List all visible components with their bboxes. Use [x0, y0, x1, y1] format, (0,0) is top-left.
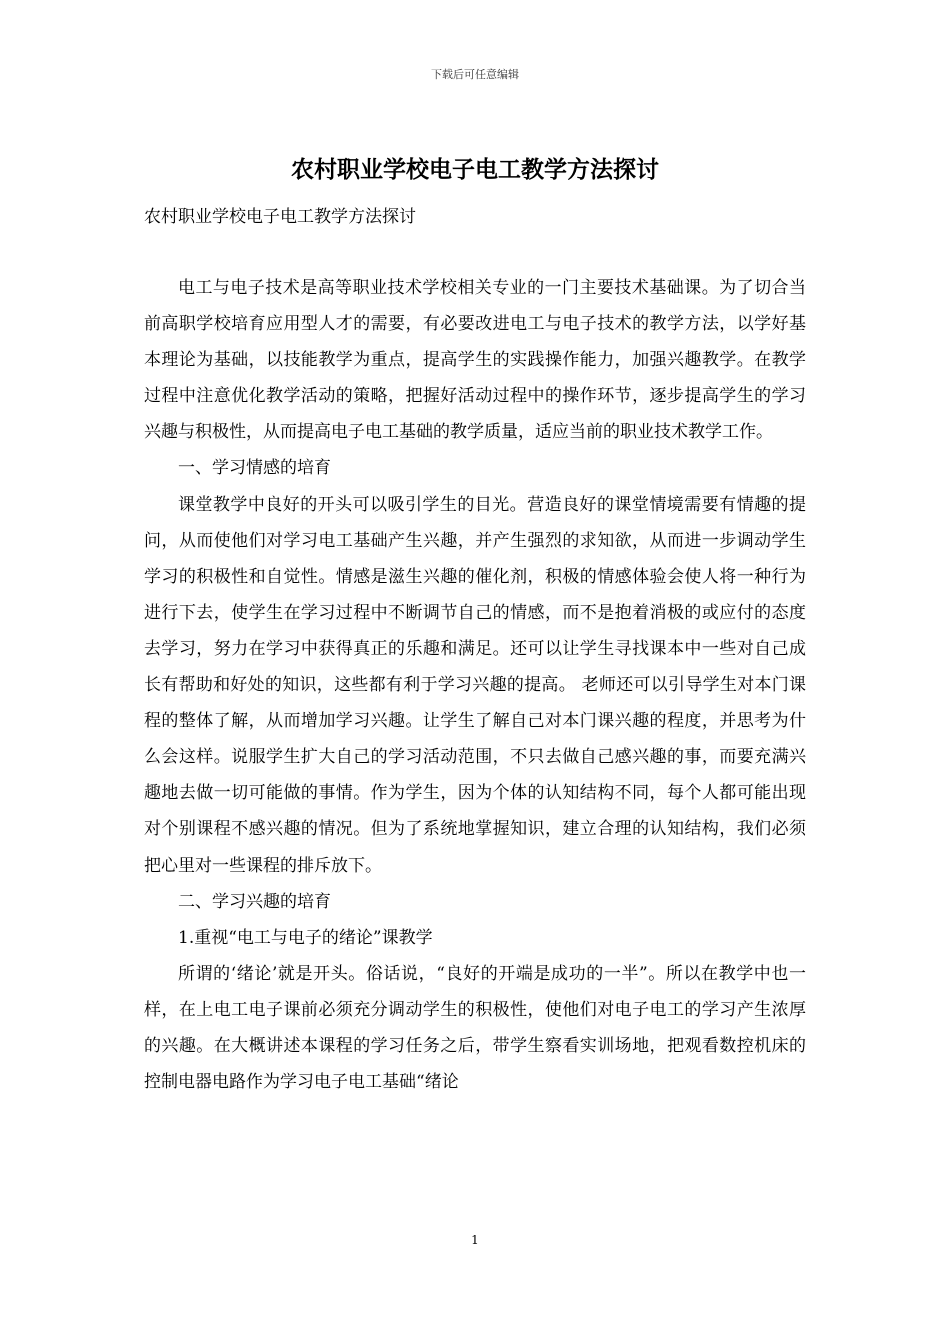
- page-number: 1: [471, 1233, 479, 1247]
- section-heading-2: 二、学习兴趣的培育: [178, 891, 331, 912]
- section-heading-1: 一、学习情感的培育: [178, 458, 331, 479]
- document-body: [144, 270, 806, 1100]
- paragraph-section-1: 课堂教学中良好的开头可以吸引学生的目光。营造良好的课堂情境需要有情趣的提问，从而使他们对学习电工基础产生兴趣，并产生强烈的求知欲，从而进一步调动学生学习的积极性和自觉性。情感是滋生兴趣的催化剂，积极的情感体验会使人将一种行为进行下去，使学生在学习过程中不断调节自己的情感，而不是抱着消极的或应付的态度去学习，努力在学习中获得真正的乐趣和满足。还可以让学生寻找课本中一些对自己成长有帮助和好处的知识，这些都有利于学习兴趣的提高。 老师还可以引导学生对本门课程的整体了解，从而增加学习兴趣。让学生了解自己对本门课兴趣的程度，并思考为什么会这样。说服学生扩大自己的学习活动范围，不只去做自己感兴趣的事，而要充满兴趣地去做一切可能做的事情。作为学生，因为个体的认知结构不同，每个人都可能出现对个别课程不感兴趣的情况。但为了系统地掌握知识，建立合理的认知结构，我们必须把心里对一些课程的排斥放下。: [144, 494, 806, 876]
- subsection-heading-1: 1.重视“电工与电子的绪论”课教学: [178, 927, 433, 948]
- paragraph-subsection-1: 所谓的‘绪论’就是开头。俗话说，“良好的开端是成功的一半”。所以在教学中也一样，在上电工电子课前必须充分调动学生的积极性，使他们对电子电工的学习产生浓厚的兴趣。在大概讲述本课程的学习任务之后，带学生察看实训场地，把观看数控机床的控制电器电路作为学习电子电工基础“绪论: [144, 963, 806, 1093]
- document-title: 农村职业学校电子电工教学方法探讨: [291, 156, 659, 183]
- page-header: 下载后可任意编辑: [431, 68, 519, 81]
- document-subtitle: 农村职业学校电子电工教学方法探讨: [144, 207, 416, 227]
- paragraph-intro: 电工与电子技术是高等职业技术学校相关专业的一门主要技术基础课。为了切合当前高职学校培育应用型人才的需要，有必要改进电工与电子技术的教学方法，以学好基本理论为基础，以技能教学为重点，提高学生的实践操作能力，加强兴趣教学。在教学过程中注意优化教学活动的策略，把握好活动过程中的操作环节，逐步提高学生的学习兴趣与积极性，从而提高电子电工基础的教学质量，适应当前的职业技术教学工作。: [144, 278, 806, 443]
